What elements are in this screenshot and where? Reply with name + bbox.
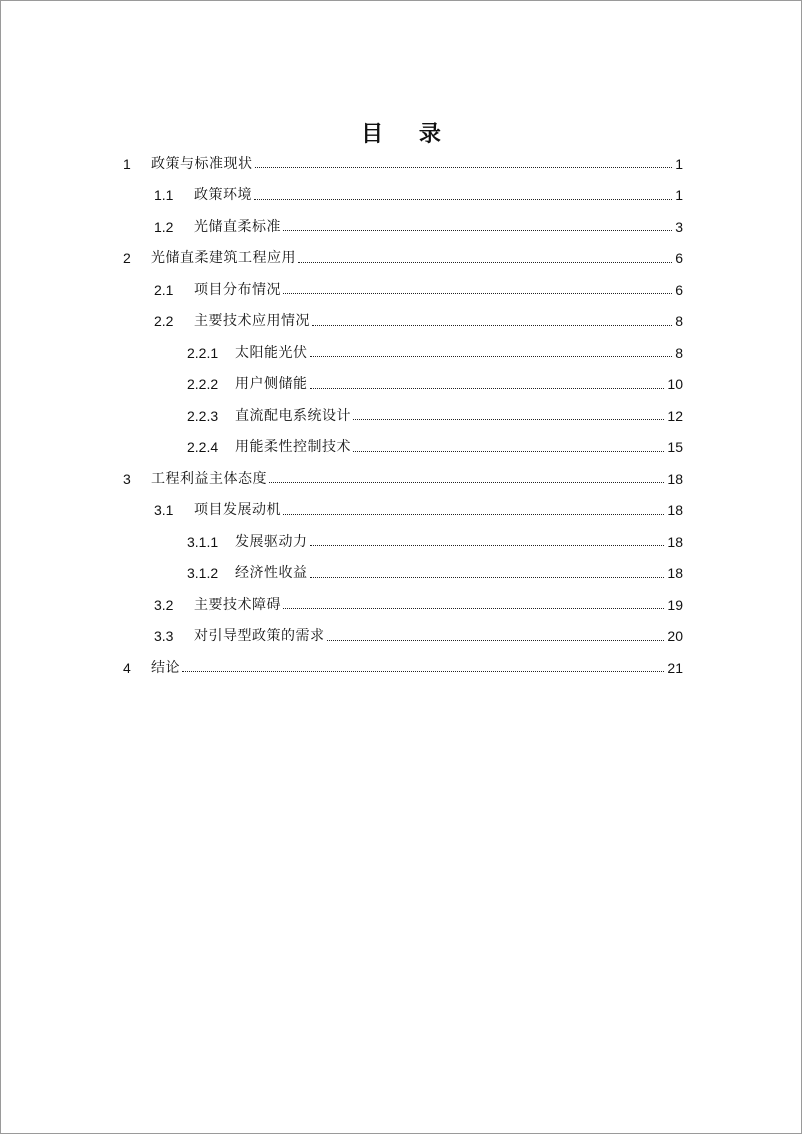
toc-entry-number: 1.1 bbox=[154, 187, 174, 204]
toc-entry-2-2-3[interactable] bbox=[121, 400, 683, 432]
toc-entry-number: 4 bbox=[123, 659, 131, 676]
toc-entry-page: 18 bbox=[667, 533, 683, 550]
dot-leader bbox=[255, 167, 673, 168]
toc-entry-number: 2.1 bbox=[154, 281, 174, 298]
toc-entry-number: 2.2.3 bbox=[187, 407, 219, 424]
dot-leader bbox=[269, 482, 664, 483]
toc-entry-2-2-2[interactable] bbox=[121, 369, 683, 401]
toc-entry-number: 2.2.4 bbox=[187, 439, 219, 456]
toc-entry-label: 对引导型政策的需求 bbox=[194, 628, 325, 645]
table-of-contents bbox=[121, 148, 683, 684]
toc-entry-page: 15 bbox=[667, 439, 683, 456]
toc-entry-number: 3.1.1 bbox=[187, 533, 219, 550]
dot-leader bbox=[310, 388, 665, 389]
toc-entry-page: 21 bbox=[667, 659, 683, 676]
toc-entry-3-1-2[interactable] bbox=[121, 558, 683, 590]
toc-entry-label: 主要技术障碍 bbox=[194, 596, 281, 613]
toc-entry-label: 太阳能光伏 bbox=[235, 344, 308, 361]
toc-entry-label: 政策与标准现状 bbox=[151, 155, 253, 172]
toc-entry-label: 政策环境 bbox=[194, 187, 252, 204]
toc-entry-label: 项目分布情况 bbox=[194, 281, 281, 298]
toc-entry-page: 1 bbox=[675, 155, 683, 172]
toc-entry-label: 用户侧储能 bbox=[235, 376, 308, 393]
dot-leader bbox=[310, 356, 673, 357]
toc-entry-page: 1 bbox=[675, 187, 683, 204]
toc-entry-page: 8 bbox=[675, 313, 683, 330]
toc-entry-label: 经济性收益 bbox=[235, 565, 308, 582]
toc-entry-label: 工程利益主体态度 bbox=[151, 470, 267, 487]
dot-leader bbox=[283, 293, 672, 294]
toc-entry-3-2[interactable] bbox=[121, 589, 683, 621]
toc-entry-1-1[interactable] bbox=[121, 180, 683, 212]
dot-leader bbox=[353, 451, 664, 452]
dot-leader bbox=[310, 545, 665, 546]
toc-entry-2-1[interactable] bbox=[121, 274, 683, 306]
toc-entry-page: 20 bbox=[667, 628, 683, 645]
toc-entry-page: 6 bbox=[675, 250, 683, 267]
toc-entry-page: 18 bbox=[667, 502, 683, 519]
dot-leader bbox=[298, 262, 672, 263]
toc-entry-page: 18 bbox=[667, 470, 683, 487]
dot-leader bbox=[283, 514, 664, 515]
toc-entry-label: 直流配电系统设计 bbox=[235, 407, 351, 424]
toc-entry-label: 光储直柔标准 bbox=[194, 218, 281, 235]
dot-leader bbox=[283, 608, 664, 609]
toc-entry-page: 19 bbox=[667, 596, 683, 613]
toc-entry-number: 1.2 bbox=[154, 218, 174, 235]
toc-entry-2-2-1[interactable] bbox=[121, 337, 683, 369]
toc-entry-page: 8 bbox=[675, 344, 683, 361]
toc-entry-4[interactable] bbox=[121, 652, 683, 684]
toc-entry-label: 结论 bbox=[151, 659, 180, 676]
dot-leader bbox=[283, 230, 672, 231]
dot-leader bbox=[353, 419, 664, 420]
dot-leader bbox=[312, 325, 672, 326]
toc-entry-label: 项目发展动机 bbox=[194, 502, 281, 519]
toc-entry-number: 3.2 bbox=[154, 596, 174, 613]
toc-entry-3[interactable] bbox=[121, 463, 683, 495]
dot-leader bbox=[254, 199, 672, 200]
toc-entry-3-1-1[interactable] bbox=[121, 526, 683, 558]
toc-entry-page: 3 bbox=[675, 218, 683, 235]
toc-entry-number: 2.2.2 bbox=[187, 376, 219, 393]
toc-entry-2-2[interactable] bbox=[121, 306, 683, 338]
dot-leader bbox=[310, 577, 665, 578]
toc-entry-1[interactable] bbox=[121, 148, 683, 180]
toc-entry-3-1[interactable] bbox=[121, 495, 683, 527]
toc-entry-number: 3.1.2 bbox=[187, 565, 219, 582]
toc-entry-label: 用能柔性控制技术 bbox=[235, 439, 351, 456]
toc-entry-number: 2.2.1 bbox=[187, 344, 219, 361]
toc-entry-number: 1 bbox=[123, 155, 131, 172]
toc-entry-page: 12 bbox=[667, 407, 683, 424]
toc-entry-number: 3.1 bbox=[154, 502, 174, 519]
toc-entry-number: 2.2 bbox=[154, 313, 174, 330]
toc-entry-page: 18 bbox=[667, 565, 683, 582]
toc-entry-label: 主要技术应用情况 bbox=[194, 313, 310, 330]
toc-title: 目 录 bbox=[361, 121, 455, 147]
dot-leader bbox=[327, 640, 665, 641]
toc-entry-number: 3 bbox=[123, 470, 131, 487]
toc-entry-number: 3.3 bbox=[154, 628, 174, 645]
toc-entry-number: 2 bbox=[123, 250, 131, 267]
toc-entry-2-2-4[interactable] bbox=[121, 432, 683, 464]
toc-entry-page: 6 bbox=[675, 281, 683, 298]
dot-leader bbox=[182, 671, 664, 672]
toc-entry-3-3[interactable] bbox=[121, 621, 683, 653]
toc-entry-page: 10 bbox=[667, 376, 683, 393]
toc-entry-label: 光储直柔建筑工程应用 bbox=[151, 250, 296, 267]
toc-entry-2[interactable] bbox=[121, 243, 683, 275]
toc-entry-1-2[interactable] bbox=[121, 211, 683, 243]
toc-entry-label: 发展驱动力 bbox=[235, 533, 308, 550]
